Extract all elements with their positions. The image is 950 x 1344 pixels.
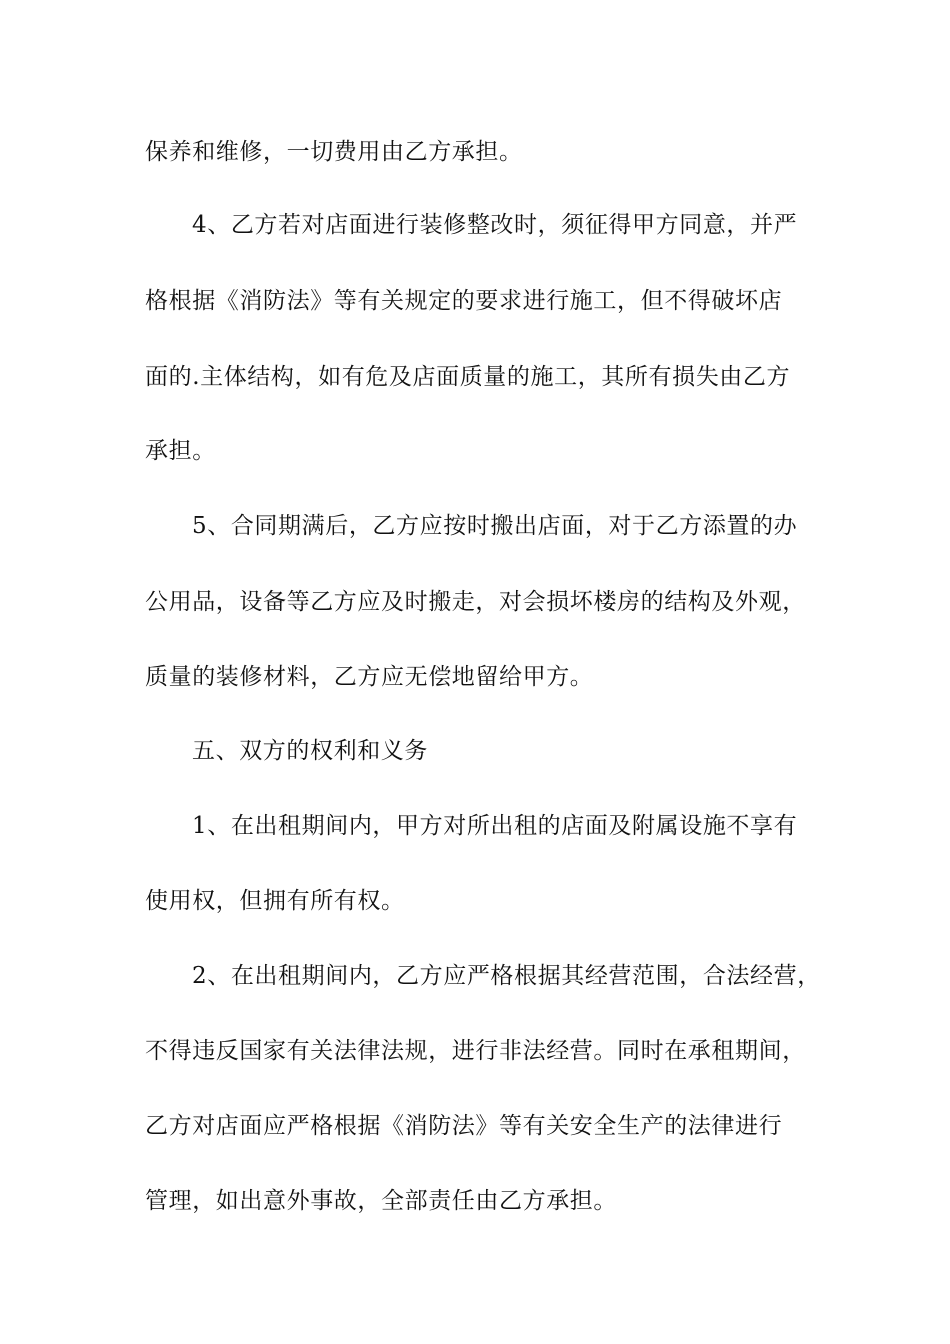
text-line-8: 质量的装修材料，乙方应无偿地留给甲方。 bbox=[145, 664, 594, 690]
text-line-10: 1、在出租期间内，甲方对所出租的店面及附属设施不享有 bbox=[192, 813, 798, 839]
text-line-15: 管理，如出意外事故，全部责任由乙方承担。 bbox=[145, 1188, 617, 1214]
text-line-4: 面的.主体结构，如有危及店面质量的施工，其所有损失由乙方 bbox=[145, 364, 791, 390]
text-line-13: 不得违反国家有关法律法规，进行非法经营。同时在承租期间， bbox=[145, 1038, 806, 1064]
text-line-2: 4、乙方若对店面进行装修整改时，须征得甲方同意，并严 bbox=[192, 212, 798, 238]
text-line-1: 保养和维修，一切费用由乙方承担。 bbox=[145, 139, 523, 165]
text-line-11: 使用权，但拥有所有权。 bbox=[145, 888, 405, 914]
text-line-5: 承担。 bbox=[145, 438, 216, 464]
text-line-12: 2、在出租期间内，乙方应严格根据其经营范围，合法经营， bbox=[192, 963, 821, 989]
text-line-3: 格根据《消防法》等有关规定的要求进行施工，但不得破坏店 bbox=[145, 288, 783, 314]
text-line-14: 乙方对店面应严格根据《消防法》等有关安全生产的法律进行 bbox=[145, 1113, 783, 1139]
section-heading: 五、双方的权利和义务 bbox=[192, 738, 428, 764]
text-line-7: 公用品，设备等乙方应及时搬走，对会损坏楼房的结构及外观， bbox=[145, 589, 806, 615]
text-line-6: 5、合同期满后，乙方应按时搬出店面，对于乙方添置的办 bbox=[192, 513, 798, 539]
